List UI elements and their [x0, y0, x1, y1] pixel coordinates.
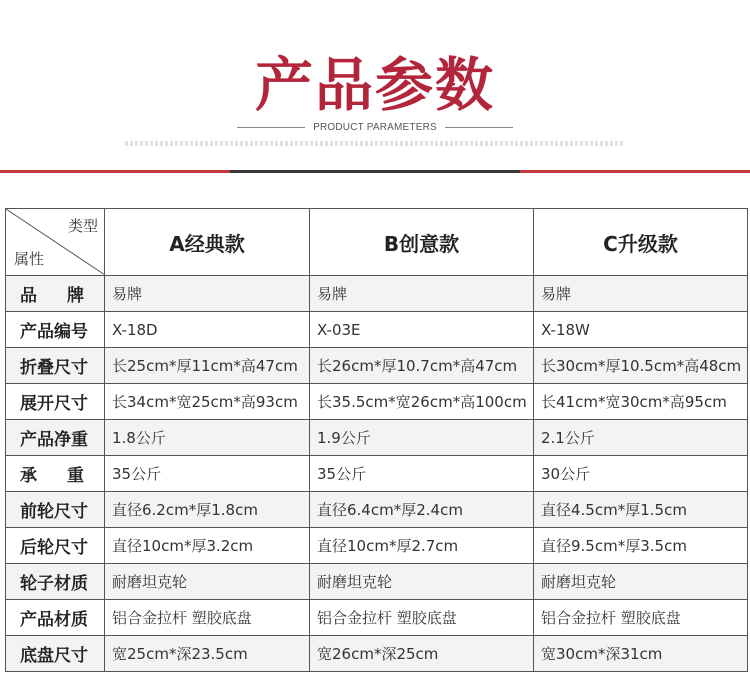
table-row — [6, 528, 748, 564]
header-divider — [0, 170, 750, 173]
table-cell: 直径10cm*厚2.7cm — [310, 528, 534, 564]
table-row — [6, 312, 748, 348]
table-cell: 直径6.2cm*厚1.8cm — [105, 492, 310, 528]
table-cell: 30公斤 — [534, 456, 748, 492]
page-header — [0, 0, 750, 200]
table-cell: 1.9公斤 — [310, 420, 534, 456]
table-cell: 宽30cm*深31cm — [534, 636, 748, 672]
table-cell: 长25cm*厚11cm*高47cm — [105, 348, 310, 384]
table-row — [6, 420, 748, 456]
table-cell: 铝合金拉杆 塑胶底盘 — [310, 600, 534, 636]
table-cell: 直径10cm*厚3.2cm — [105, 528, 310, 564]
column-header-b: B创意款 — [310, 209, 534, 276]
table-cell: 2.1公斤 — [534, 420, 748, 456]
table-cell: 直径9.5cm*厚3.5cm — [534, 528, 748, 564]
row-attribute-label: 底盘尺寸 — [6, 636, 105, 672]
table-cell: 长34cm*宽25cm*高93cm — [105, 384, 310, 420]
table-cell: X-18D — [105, 312, 310, 348]
subtitle-row — [0, 122, 750, 133]
table-cell: 易牌 — [105, 276, 310, 312]
table-cell: 铝合金拉杆 塑胶底盘 — [534, 600, 748, 636]
table-cell: 35公斤 — [105, 456, 310, 492]
column-header-c: C升级款 — [534, 209, 748, 276]
row-attribute-label: 产品净重 — [6, 420, 105, 456]
table-cell: 长35.5cm*宽26cm*高100cm — [310, 384, 534, 420]
table-cell: X-03E — [310, 312, 534, 348]
table-cell: 长30cm*厚10.5cm*高48cm — [534, 348, 748, 384]
table-cell: 耐磨坦克轮 — [105, 564, 310, 600]
row-attribute-label: 前轮尺寸 — [6, 492, 105, 528]
table-row — [6, 456, 748, 492]
row-attribute-label: 折叠尺寸 — [6, 348, 105, 384]
table-cell: 宽26cm*深25cm — [310, 636, 534, 672]
table-cell: 耐磨坦克轮 — [310, 564, 534, 600]
page-title: 产品参数 — [254, 51, 495, 119]
table-row — [6, 384, 748, 420]
corner-type-label: 类型 — [67, 217, 98, 235]
table-cell: 直径6.4cm*厚2.4cm — [310, 492, 534, 528]
row-attribute-label: 后轮尺寸 — [6, 528, 105, 564]
row-attribute-label: 品牌 — [6, 276, 105, 312]
corner-cell — [6, 209, 105, 276]
table-cell: X-18W — [534, 312, 748, 348]
page-subtitle: PRODUCT PARAMETERS — [313, 122, 437, 133]
parameters-table — [5, 208, 748, 672]
table-row — [6, 564, 748, 600]
table-cell: 长26cm*厚10.7cm*高47cm — [310, 348, 534, 384]
table-cell: 直径4.5cm*厚1.5cm — [534, 492, 748, 528]
table-cell: 易牌 — [534, 276, 748, 312]
table-row — [6, 636, 748, 672]
subtitle-line-right — [445, 127, 513, 128]
row-attribute-label: 产品材质 — [6, 600, 105, 636]
row-attribute-label: 产品编号 — [6, 312, 105, 348]
table-row — [6, 492, 748, 528]
table-row — [6, 348, 748, 384]
row-attribute-label: 展开尺寸 — [6, 384, 105, 420]
decorative-fine-print — [125, 141, 625, 146]
column-header-a: A经典款 — [105, 209, 310, 276]
table-cell: 易牌 — [310, 276, 534, 312]
table-cell: 耐磨坦克轮 — [534, 564, 748, 600]
row-attribute-label: 承重 — [6, 456, 105, 492]
table-cell: 宽25cm*深23.5cm — [105, 636, 310, 672]
table-row — [6, 276, 748, 312]
table-cell: 35公斤 — [310, 456, 534, 492]
corner-attr-label: 属性 — [14, 250, 45, 268]
table-body — [6, 276, 748, 672]
row-attribute-label: 轮子材质 — [6, 564, 105, 600]
table-cell: 铝合金拉杆 塑胶底盘 — [105, 600, 310, 636]
subtitle-line-left — [237, 127, 305, 128]
table-cell: 1.8公斤 — [105, 420, 310, 456]
table-cell: 长41cm*宽30cm*高95cm — [534, 384, 748, 420]
table-row — [6, 600, 748, 636]
table-header-row — [6, 209, 748, 276]
